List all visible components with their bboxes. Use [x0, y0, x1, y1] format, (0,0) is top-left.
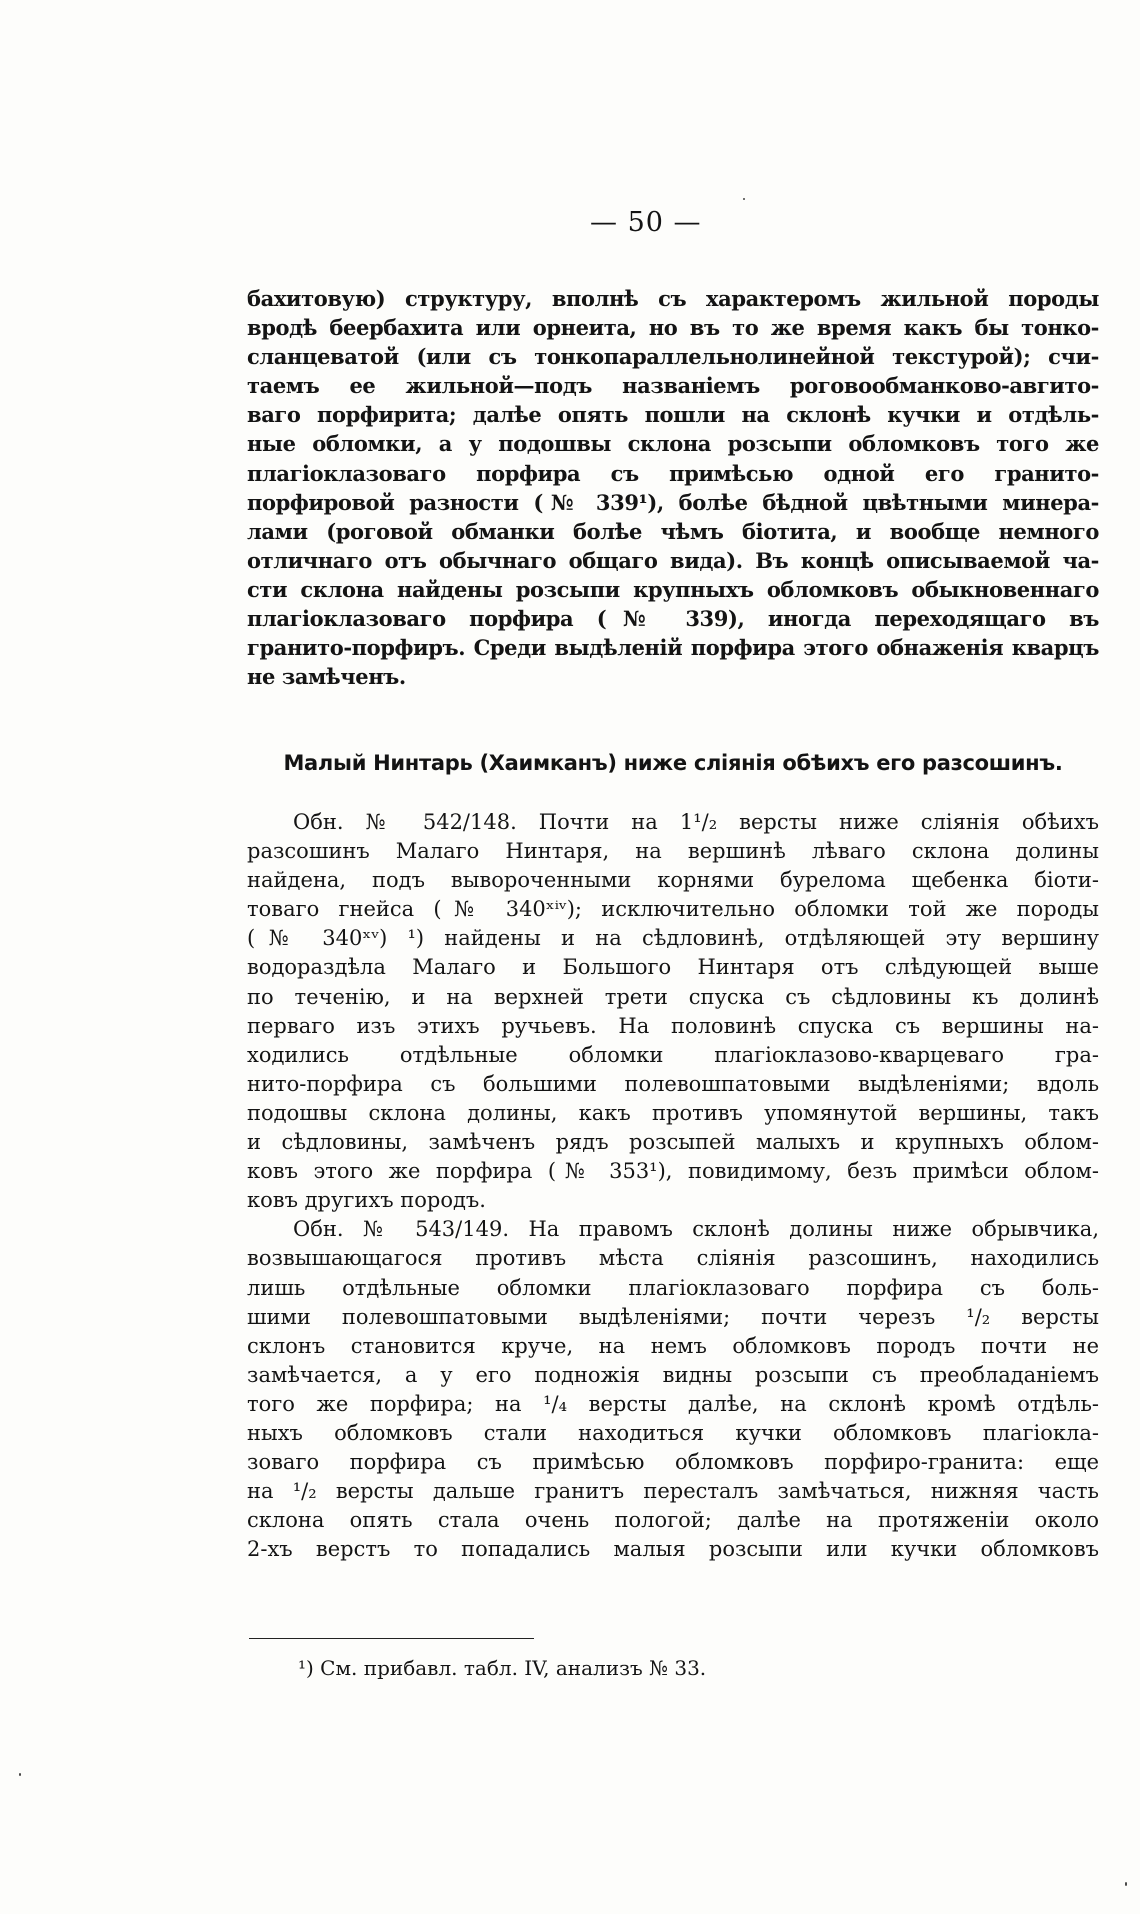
text-line: и сѣдловины, замѣченъ рядъ розсыпей малыхъ и крупныхъ облом- [247, 1130, 1099, 1155]
text-line: склонъ становится круче, на немъ обломковъ породъ почти не [247, 1333, 1099, 1358]
text-line: возвышающагося противъ мѣста сліянія разсошинъ, находились [247, 1246, 1099, 1271]
text-line: бахитовую) структуру, вполнѣ съ характеромъ жильной породы [247, 286, 1099, 311]
text-line: ходились отдѣльные обломки плагіоклазово-кварцеваго гра- [247, 1042, 1099, 1067]
scan-speck [743, 198, 745, 200]
text-line: зоваго порфира съ примѣсью обломковъ порфиро-гранита: еще [247, 1450, 1099, 1475]
text-line: разсошинъ Малаго Нинтаря, на вершинѣ лѣваго склона долины [247, 839, 1099, 864]
text-line: гранито-порфиръ. Среди выдѣленій порфира этого обнаженія кварцъ [247, 635, 1099, 661]
text-line: замѣчается, а у его подножія видны розсыпи съ преобладаніемъ [247, 1362, 1099, 1387]
text-line: шими полевошпатовыми выдѣленіями; почти черезъ ¹/₂ версты [247, 1304, 1099, 1329]
text-line: Обн. № 543/149. На правомъ склонѣ долины ниже обрывчика, [293, 1217, 1099, 1242]
text-line: ваго порфирита; далѣе опять пошли на склонѣ кучки и отдѣль- [247, 402, 1099, 428]
text-line: водораздѣла Малаго и Большого Нинтаря отъ слѣдующей выше [247, 955, 1099, 980]
text-line: вродѣ беербахита или орнеита, но въ то же время какъ бы тонко- [247, 315, 1099, 341]
text-line: сланцеватой (или съ тонкопараллельнолинейной текстурой); счи- [247, 344, 1099, 370]
text-line: склона опять стала очень пологой; далѣе на протяженіи около [247, 1508, 1099, 1533]
text-line: по теченію, и на верхней трети спуска съ сѣдловины къ долинѣ [247, 984, 1099, 1009]
text-line: отличнаго отъ обычнаго общаго вида). Въ концѣ описываемой ча- [247, 547, 1099, 573]
text-line: перваго изъ этихъ ручьевъ. На половинѣ спуска съ вершины на- [247, 1013, 1099, 1038]
text-line: таемъ ее жильной—подъ названіемъ роговообманково-авгито- [247, 373, 1099, 399]
text-line: сти склона найдены розсыпи крупныхъ обломковъ обыкновеннаго [247, 576, 1099, 602]
text-line: нито-порфира съ большими полевошпатовыми выдѣленіями; вдоль [247, 1071, 1099, 1096]
text-line: на ¹/₂ версты дальше гранитъ пересталъ замѣчаться, нижняя часть [247, 1479, 1099, 1504]
scan-speck [1125, 1882, 1127, 1886]
scan-speck [19, 1773, 21, 1776]
text-line: товаго гнейса (№ 340ˣⁱᵛ); исключительно обломки той же породы [247, 897, 1099, 922]
text-line: ковъ этого же порфира (№ 353¹), повидимому, безъ примѣси облом- [247, 1159, 1099, 1184]
page-number: — 50 — [590, 207, 702, 238]
text-line: ныхъ обломковъ стали находиться кучки обломковъ плагіокла- [247, 1420, 1099, 1445]
text-line: не замѣченъ. [247, 664, 406, 690]
text-line: ные обломки, а у подошвы склона розсыпи обломковъ того же [247, 431, 1099, 457]
section-heading: Малый Нинтарь (Хаимканъ) ниже слiянiя обѣихъ его разсошинъ. [283, 751, 1063, 775]
text-line: Обн. № 542/148. Почти на 1¹/₂ версты ниже сліянія обѣихъ [293, 810, 1099, 834]
text-line: подошвы склона долины, какъ противъ упомянутой вершины, такъ [247, 1100, 1099, 1125]
text-line: (№ 340ˣᵛ) ¹) найдены и на сѣдловинѣ, отдѣляющей эту вершину [247, 926, 1099, 951]
text-line: плагіоклазоваго порфира (№ 339), иногда переходящаго въ [247, 606, 1099, 632]
text-line: найдена, подъ вывороченными корнями бурелома щебенка біоти- [247, 868, 1099, 893]
text-line: 2-хъ верстъ то попадались малыя розсыпи или кучки обломковъ [247, 1537, 1099, 1562]
paragraph-continuation [247, 284, 1099, 691]
text-line: того же порфира; на ¹/₄ версты далѣе, на склонѣ кромѣ отдѣль- [247, 1391, 1099, 1416]
text-line: плагіоклазоваго порфира съ примѣсью одной его гранито- [247, 460, 1099, 486]
text-line: лишь отдѣльные обломки плагіоклазоваго порфира съ боль- [247, 1275, 1099, 1300]
paragraph-outcrops [247, 808, 1099, 1564]
footnote: ¹) См. прибавл. табл. IV, анализъ № 33. [298, 1656, 707, 1680]
footnote-rule [249, 1638, 534, 1639]
text-line: порфировой разности (№ 339¹), болѣе бѣдной цвѣтными минера- [247, 489, 1099, 515]
text-line: лами (роговой обманки болѣе чѣмъ біотита, и вообще немного [247, 518, 1099, 544]
text-line: ковъ другихъ породъ. [247, 1188, 486, 1213]
